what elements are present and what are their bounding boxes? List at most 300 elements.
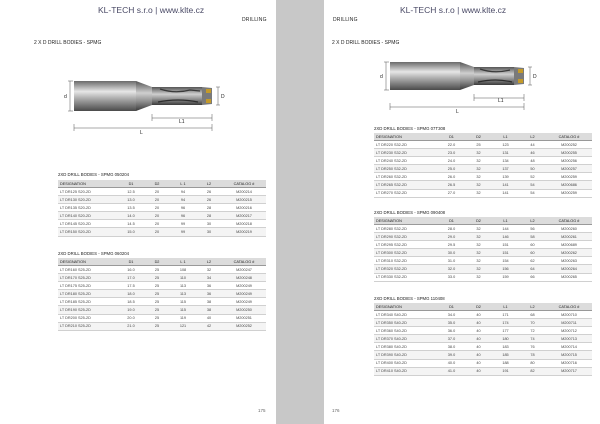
table-title: 2XD DRILL BODIES - SPMG 110408 [374,296,445,301]
table-cell: 40 [465,351,492,359]
column-header: D2 [465,217,492,225]
table-cell: M200215 [222,196,266,204]
table-cell: 64 [519,265,546,273]
table-cell: LT DR175 S25-2D [58,282,118,290]
table-cell: M200263 [546,257,592,265]
table-cell: 20.0 [118,314,144,322]
table-cell: 20 [144,188,170,196]
table-row [374,311,592,319]
table-cell: M200686 [546,181,592,189]
section-label: DRILLING [242,17,267,23]
table-row [374,335,592,343]
column-header: D1 [438,217,465,225]
table-cell: 22.0 [438,141,465,149]
table-cell: 32 [465,249,492,257]
table-title: 2XD DRILL BODIES - SPMG 050204 [58,172,130,177]
table-row [58,266,266,274]
table-cell: 144 [492,225,519,233]
table-cell: 26.5 [438,181,465,189]
table-cell: 32 [465,273,492,281]
table-cell: 94 [170,196,196,204]
table-cell: 14.5 [118,220,144,228]
table-row [58,196,266,204]
table-cell: M200716 [546,359,592,367]
table-cell: 40 [465,343,492,351]
table-cell: LT DR250 S32-2D [374,165,438,173]
table-cell: 72 [519,327,546,335]
table-cell: 41.0 [438,367,465,375]
table-cell: 12.5 [118,188,144,196]
table-row [58,290,266,298]
table-cell: 19.0 [118,306,144,314]
table-cell: M200252 [546,141,592,149]
left-page [0,0,276,424]
table-cell: M200689 [546,241,592,249]
table-cell: LT DR280 S32-2D [374,225,438,233]
table-row [374,149,592,157]
column-header: D2 [144,258,170,266]
table-cell: 34.0 [438,311,465,319]
table-cell: M200262 [546,249,592,257]
table-cell: 29.5 [438,241,465,249]
spec-table [58,258,266,331]
table-cell: 32 [465,181,492,189]
table-row [374,173,592,181]
table-cell: 171 [492,311,519,319]
table-cell: 48 [519,157,546,165]
column-header: L2 [196,180,222,188]
table-cell: 113 [170,290,196,298]
column-header: DESIGNATION [374,133,438,141]
table-cell: M200255 [546,149,592,157]
table-cell: 20 [144,228,170,236]
table-cell: 30.0 [438,249,465,257]
table-cell: LT DR160 S25-2D [58,266,118,274]
table-cell: 110 [170,274,196,282]
column-header: L2 [519,217,546,225]
table-row [374,265,592,273]
table-cell: LT DR290 S32-2D [374,233,438,241]
table-cell: 32 [465,265,492,273]
table-cell: 183 [492,343,519,351]
table-cell: 40 [465,359,492,367]
table-cell: 32 [465,233,492,241]
table-cell: M200249 [222,282,266,290]
brand-header: KL-TECH s.r.o | www.klte.cz [400,5,507,15]
table-cell: M200261 [546,233,592,241]
table-cell: 74 [519,335,546,343]
table-cell: 70 [519,319,546,327]
table-cell: 20 [144,196,170,204]
table-cell: 32 [465,157,492,165]
table-title: 2XD DRILL BODIES - SPMG 090408 [374,210,446,215]
table-cell: M200250 [222,306,266,314]
table-row [58,306,266,314]
dim-label-D: D [533,74,537,80]
dim-label-L1: L1 [498,98,504,104]
table-cell: 38.0 [438,343,465,351]
table-cell: 25 [144,282,170,290]
table-cell: 25 [144,290,170,298]
dim-label-L1: L1 [179,119,185,125]
table-cell: 25 [144,266,170,274]
table-cell: 20 [144,212,170,220]
table-cell: 54 [519,189,546,197]
table-row [58,314,266,322]
table-row [374,273,592,281]
column-header: D1 [438,303,465,311]
table-cell: 40 [196,314,222,322]
table-cell: M200249 [222,298,266,306]
column-header: L2 [519,303,546,311]
table-cell: 180 [492,335,519,343]
table-cell: LT DR340 S40-2D [374,311,438,319]
table-cell: 54 [519,181,546,189]
table-cell: 151 [492,241,519,249]
table-cell: M200717 [546,367,592,375]
column-header: L2 [196,258,222,266]
table-cell: 76 [519,343,546,351]
table-cell: 32 [196,266,222,274]
page-number: 175 [258,408,266,413]
table-cell: LT DR190 S25-2D [58,306,118,314]
column-header: L1 [492,303,519,311]
table-cell: LT DR295 S32-2D [374,241,438,249]
table-cell: M200265 [546,273,592,281]
table-row [374,233,592,241]
table-cell: LT DR410 S40-2D [374,367,438,375]
table-row [374,165,592,173]
column-header: CATALOG # [546,133,592,141]
column-header: L 1 [170,180,196,188]
table-cell: 29.0 [438,233,465,241]
column-header: DESIGNATION [374,217,438,225]
table-cell: M200714 [546,343,592,351]
table-row [58,298,266,306]
right-page [324,0,600,424]
table-cell: 24.0 [438,157,465,165]
table-cell: 13.5 [118,204,144,212]
table-cell: 25 [144,298,170,306]
dim-label-L: L [456,109,459,115]
table-cell: 40 [465,367,492,375]
table-cell: LT DR300 S32-2D [374,249,438,257]
table-cell: 28.0 [438,225,465,233]
table-cell: M200264 [546,265,592,273]
table-cell: M200715 [546,351,592,359]
table-cell: 21.0 [118,322,144,330]
table-row [58,220,266,228]
table-cell: 123 [492,141,519,149]
table-row [374,141,592,149]
table-cell: LT DR360 S40-2D [374,327,438,335]
table-cell: 39.0 [438,351,465,359]
table-cell: 40 [465,311,492,319]
table-row [58,188,266,196]
table-cell: M200216 [222,204,266,212]
column-header: L 1 [170,258,196,266]
column-header: D2 [465,303,492,311]
table-row [58,274,266,282]
table-cell: 20 [144,220,170,228]
spec-table [374,303,592,376]
table-row [374,367,592,375]
table-cell: LT DR145 S20-2D [58,220,118,228]
table-cell: 56 [519,225,546,233]
dim-label-d: d [380,74,383,80]
table-cell: LT DR130 S20-2D [58,196,118,204]
table-row [374,257,592,265]
table-cell: LT DR320 S32-2D [374,265,438,273]
table-cell: 40 [465,327,492,335]
table-cell: M200259 [546,173,592,181]
table-row [58,204,266,212]
table-cell: 18.0 [118,290,144,298]
table-cell: 26.0 [438,173,465,181]
table-cell: LT DR265 S32-2D [374,181,438,189]
table-cell: M200251 [222,314,266,322]
table-title: 2XD DRILL BODIES - SPMG 060204 [58,251,130,256]
table-row [374,343,592,351]
table-cell: LT DR310 S32-2D [374,257,438,265]
table-cell: 36 [196,282,222,290]
drill-body-drawing [60,72,230,140]
table-cell: 188 [492,359,519,367]
table-cell: 35.0 [438,319,465,327]
dim-label-D: D [221,94,225,100]
page-subheading: 2 X D DRILL BODIES - SPMG [34,40,102,46]
table-cell: M200259 [546,189,592,197]
table-cell: 191 [492,367,519,375]
table-cell: 17.0 [118,274,144,282]
table-cell: 121 [170,322,196,330]
page-subheading: 2 X D DRILL BODIES - SPMG [332,40,400,46]
table-cell: LT DR185 S25-2D [58,298,118,306]
table-cell: 25 [144,322,170,330]
table-cell: 82 [519,367,546,375]
table-cell: 30 [196,228,222,236]
table-cell: LT DR180 S25-2D [58,290,118,298]
column-header: CATALOG # [546,217,592,225]
table-title: 2XD DRILL BODIES - SPMG 07T308 [374,126,446,131]
section-label: DRILLING [333,17,358,23]
table-cell: 185 [492,351,519,359]
table-row [374,225,592,233]
table-cell: LT DR260 S32-2D [374,173,438,181]
table-cell: 151 [492,249,519,257]
table-cell: 66 [519,273,546,281]
table-cell: 36 [196,290,222,298]
table-cell: 52 [519,173,546,181]
table-cell: M200712 [546,327,592,335]
table-cell: LT DR380 S40-2D [374,343,438,351]
table-cell: 99 [170,220,196,228]
table-cell: 60 [519,249,546,257]
table-cell: LT DR140 S20-2D [58,212,118,220]
table-cell: 141 [492,189,519,197]
page-gutter [276,0,324,424]
table-cell: 96 [170,204,196,212]
table-row [374,189,592,197]
table-cell: 16.0 [118,266,144,274]
table-row [374,319,592,327]
table-cell: 174 [492,319,519,327]
table-cell: 37.0 [438,335,465,343]
drill-body-drawing [376,56,546,116]
table-cell: 38 [196,298,222,306]
column-header: CATALOG # [222,180,266,188]
column-header: D1 [118,258,144,266]
table-cell: 159 [492,273,519,281]
table-row [374,351,592,359]
table-cell: 26 [196,196,222,204]
table-row [374,181,592,189]
page-number: 176 [332,408,340,413]
table-row [374,327,592,335]
table-cell: 32 [465,241,492,249]
table-row [58,228,266,236]
table-cell: 94 [170,188,196,196]
spec-table [374,217,592,282]
column-header: L1 [492,217,519,225]
column-header: L1 [492,133,519,141]
spec-table [58,180,266,237]
dim-label-d: d [64,94,67,100]
table-cell: LT DR125 S20-2D [58,188,118,196]
table-cell: 13.0 [118,196,144,204]
table-cell: LT DR400 S40-2D [374,359,438,367]
table-cell: M200249 [222,290,266,298]
table-cell: LT DR390 S40-2D [374,351,438,359]
table-cell: 23.0 [438,149,465,157]
table-cell: 137 [492,165,519,173]
table-cell: 119 [170,314,196,322]
table-cell: 141 [492,181,519,189]
table-cell: M200252 [222,322,266,330]
table-cell: 60 [519,241,546,249]
table-cell: 50 [519,165,546,173]
table-cell: 28 [196,204,222,212]
table-cell: 18.5 [118,298,144,306]
column-header: DESIGNATION [58,258,118,266]
column-header: CATALOG # [222,258,266,266]
table-cell: M200256 [546,157,592,165]
table-cell: M200214 [222,188,266,196]
table-cell: M200710 [546,311,592,319]
table-cell: 32 [465,225,492,233]
table-cell: 68 [519,311,546,319]
table-cell: 36.0 [438,327,465,335]
table-cell: LT DR240 S32-2D [374,157,438,165]
table-row [374,241,592,249]
column-header: D2 [144,180,170,188]
table-cell: LT DR135 S20-2D [58,204,118,212]
table-cell: 146 [492,233,519,241]
table-cell: 58 [519,233,546,241]
table-cell: M200248 [222,274,266,282]
table-row [58,322,266,330]
dim-label-L: L [140,130,143,136]
table-cell: 25 [465,141,492,149]
table-cell: 115 [170,306,196,314]
column-header: D1 [438,133,465,141]
table-cell: 17.5 [118,282,144,290]
table-cell: 40 [465,319,492,327]
table-cell: 40.0 [438,359,465,367]
table-cell: LT DR230 S32-2D [374,149,438,157]
table-cell: M200711 [546,319,592,327]
table-cell: LT DR150 S20-2D [58,228,118,236]
table-cell: 30 [196,220,222,228]
table-cell: M200260 [546,225,592,233]
table-cell: 154 [492,257,519,265]
table-cell: LT DR210 S25-2D [58,322,118,330]
column-header: DESIGNATION [58,180,118,188]
table-cell: 40 [465,335,492,343]
table-cell: 44 [519,141,546,149]
table-cell: 32 [465,149,492,157]
table-cell: 32 [465,189,492,197]
table-cell: 20 [144,204,170,212]
table-cell: 96 [170,212,196,220]
table-cell: 15.0 [118,228,144,236]
column-header: D1 [118,180,144,188]
table-cell: 108 [170,266,196,274]
table-cell: LT DR350 S40-2D [374,319,438,327]
table-row [374,359,592,367]
table-cell: 31.0 [438,257,465,265]
brand-header: KL-TECH s.r.o | www.klte.cz [98,5,205,15]
table-cell: 32 [465,173,492,181]
table-cell: 25 [144,314,170,322]
table-cell: 25.0 [438,165,465,173]
table-cell: 38 [196,306,222,314]
table-cell: 32 [465,257,492,265]
table-cell: 115 [170,298,196,306]
table-cell: 99 [170,228,196,236]
table-cell: 177 [492,327,519,335]
table-cell: 34 [196,274,222,282]
table-row [58,282,266,290]
table-cell: M200217 [222,212,266,220]
table-cell: 42 [196,322,222,330]
table-cell: M200247 [222,266,266,274]
table-cell: 25 [144,274,170,282]
table-cell: 113 [170,282,196,290]
table-cell: 26 [196,188,222,196]
table-cell: LT DR200 S25-2D [58,314,118,322]
table-cell: M200219 [222,228,266,236]
table-cell: 28 [196,212,222,220]
table-cell: 46 [519,149,546,157]
table-cell: M200257 [546,165,592,173]
table-cell: LT DR270 S32-2D [374,189,438,197]
table-cell: LT DR370 S40-2D [374,335,438,343]
table-cell: M200218 [222,220,266,228]
table-cell: 32 [465,165,492,173]
spec-table [374,133,592,198]
table-row [374,249,592,257]
table-row [58,212,266,220]
table-cell: 32.0 [438,265,465,273]
table-cell: 62 [519,257,546,265]
table-cell: 78 [519,351,546,359]
column-header: D2 [465,133,492,141]
table-cell: 27.0 [438,189,465,197]
table-cell: LT DR330 S32-2D [374,273,438,281]
table-cell: 14.0 [118,212,144,220]
column-header: L2 [519,133,546,141]
